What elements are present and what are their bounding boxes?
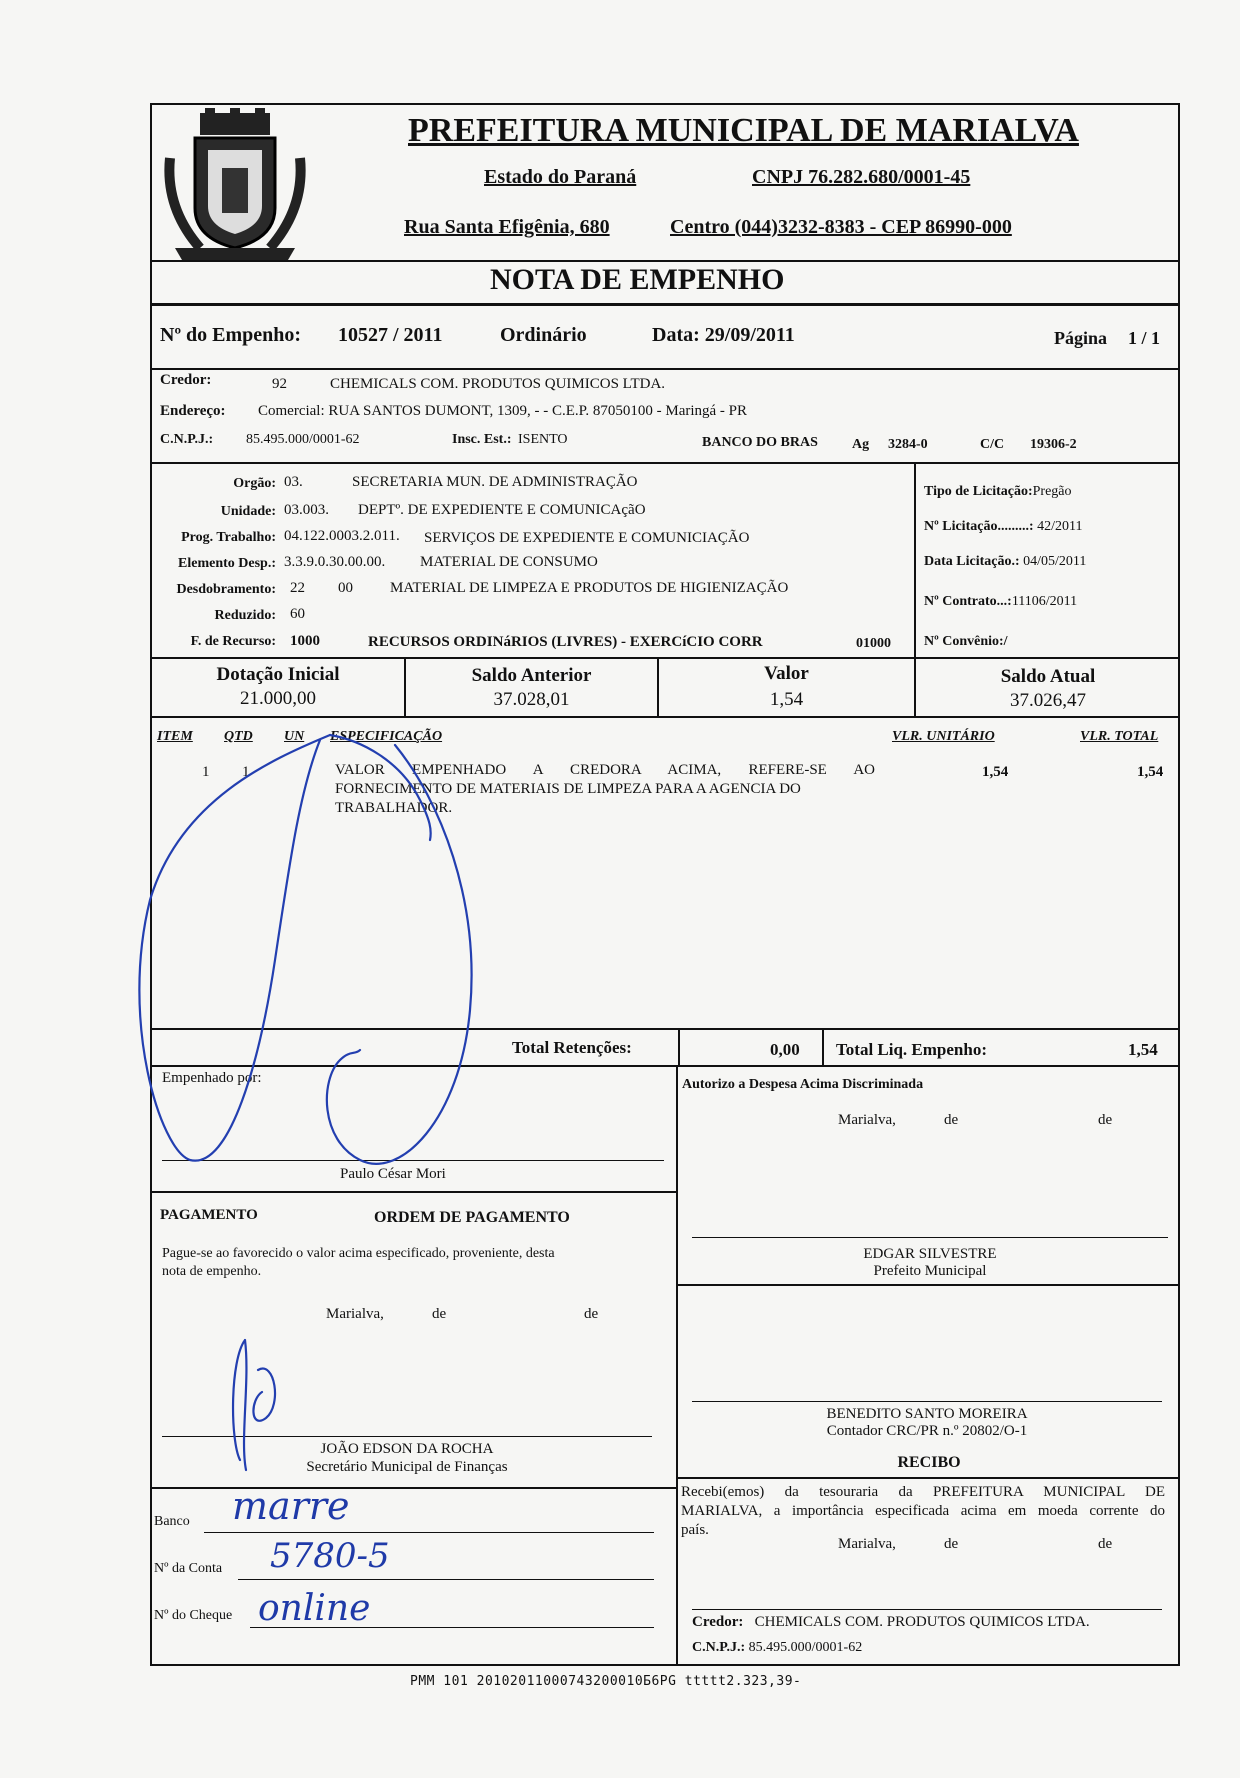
prog-code: 04.122.0003.2.011. [284, 528, 400, 544]
empenho-type: Ordinário [500, 324, 587, 346]
row-total: 1,54 [1137, 764, 1164, 780]
header-state: Estado do Paraná [484, 166, 637, 188]
fonte-code2: 01000 [856, 636, 891, 651]
banco-handwritten: marre [232, 1484, 350, 1528]
saldo-atual-value: 37.026,47 [1010, 690, 1086, 711]
empenhado-name: Paulo César Mori [340, 1166, 446, 1182]
row-qtd: 1 [242, 764, 250, 780]
unidade-code: 03.003. [284, 502, 329, 518]
licitacao-contrato: Nº Contrato...:11106/2011 [924, 594, 1078, 609]
row-spec-line2: FORNECIMENTO DE MATERIAIS DE LIMPEZA PARA A AGENCIA DO [335, 781, 801, 797]
autorizo-text: Autorizo a Despesa Acima Discriminada [682, 1077, 924, 1092]
recibo-text3: país. [681, 1522, 709, 1538]
footer-code: PMM 101 20102011000743200010Б6PG ttttt2.323,39- [410, 1674, 802, 1689]
insc-label: Insc. Est.: [452, 432, 512, 447]
fonte-name: RECURSOS ORDINáRIOS (LIVRES) - EXERCíCIO CORR [368, 634, 763, 650]
prefeito-name: EDGAR SILVESTRE [863, 1246, 997, 1262]
header-address: Rua Santa Efigênia, 680 [404, 216, 610, 238]
orgao-name: SECRETARIA MUN. DE ADMINISTRAÇÃO [352, 474, 638, 490]
pagamento-city: Marialva, [326, 1306, 384, 1322]
recibo-cnpj: C.N.P.J.: 85.495.000/0001-62 [692, 1640, 863, 1655]
cc-label: C/C [980, 437, 1005, 452]
desdob-label: Desdobramento: [176, 582, 276, 597]
page-label: Página [1054, 328, 1108, 348]
col-spec: ESPECIFICAÇÃO [330, 729, 443, 744]
ag-value: 3284-0 [888, 437, 928, 452]
recibo-city: Marialva, [838, 1536, 896, 1552]
saldo-anterior-label: Saldo Anterior [471, 665, 592, 686]
licitacao-convenio: Nº Convênio:/ [924, 634, 1008, 649]
col-total: VLR. TOTAL [1080, 729, 1159, 744]
orgao-code: 03. [284, 474, 303, 490]
fonte-code: 1000 [290, 633, 320, 649]
desdob-code1: 22 [290, 580, 305, 596]
licitacao-data: Data Licitação.: 04/05/2011 [924, 554, 1087, 569]
row-spec-line3: TRABALHADOR. [335, 800, 453, 816]
cc-value: 19306-2 [1030, 437, 1077, 452]
valor-value: 1,54 [769, 689, 804, 710]
empenho-number-label: Nº do Empenho: [160, 324, 302, 346]
col-unit: VLR. UNITÁRIO [892, 729, 995, 744]
contador-name: BENEDITO SANTO MOREIRA [826, 1406, 1028, 1422]
prefeito-role: Prefeito Municipal [873, 1263, 987, 1279]
retencoes-label: Total Retenções: [512, 1038, 632, 1057]
prog-label: Prog. Trabalho: [181, 530, 276, 545]
pagamento-text2: nota de empenho. [162, 1264, 262, 1279]
secretario-name: JOÃO EDSON DA ROCHA [320, 1441, 494, 1457]
row-unit: 1,54 [982, 764, 1009, 780]
valor-label: Valor [764, 663, 809, 684]
ordem-label: ORDEM DE PAGAMENTO [374, 1209, 570, 1226]
unidade-name: DEPTº. DE EXPEDIENTE E COMUNICAçãO [358, 502, 646, 518]
liq-value: 1,54 [1128, 1040, 1158, 1059]
header-title: PREFEITURA MUNICIPAL DE MARIALVA [408, 112, 1079, 149]
empenhado-label: Empenhado por: [162, 1070, 262, 1086]
autorizo-de1: de [944, 1112, 959, 1128]
ag-label: Ag [852, 437, 870, 452]
saldo-anterior-value: 37.028,01 [493, 689, 570, 710]
pagamento-de1: de [432, 1306, 447, 1322]
doc-title: NOTA DE EMPENHO [490, 263, 785, 296]
elem-label: Elemento Desp.: [178, 556, 276, 571]
prog-name: SERVIÇOS DE EXPEDIENTE E COMUNICIAÇÃO [424, 530, 750, 546]
unidade-label: Unidade: [220, 504, 276, 519]
row-spec-line1: VALOR EMPENHADO A CREDORA ACIMA, REFERE-SE AO [335, 762, 875, 778]
conta-handwritten: 5780-5 [270, 1536, 390, 1576]
address-label: Endereço: [160, 403, 226, 419]
licitacao-tipo: Tipo de Licitação:Pregão [924, 484, 1072, 499]
orgao-label: Orgão: [233, 476, 276, 491]
elem-name: MATERIAL DE CONSUMO [420, 554, 598, 570]
recibo-de2: de [1098, 1536, 1113, 1552]
fonte-label: F. de Recurso: [190, 634, 276, 649]
retencoes-value: 0,00 [770, 1040, 800, 1059]
page-number: 1 / 1 [1128, 328, 1161, 348]
dotacao-label: Dotação Inicial [216, 664, 340, 685]
reduzido-label: Reduzido: [214, 608, 276, 623]
credor-label: Credor: [160, 372, 212, 388]
licitacao-num: Nº Licitação.........: 42/2011 [924, 519, 1083, 534]
recibo-text2: MARIALVA, a importância especificada acima em moeda corrente do [681, 1503, 1165, 1519]
bank-name: BANCO DO BRAS [702, 435, 818, 450]
col-qtd: QTD [224, 729, 253, 744]
banco-label: Banco [154, 1514, 190, 1529]
secretario-role: Secretário Municipal de Finanças [306, 1459, 508, 1475]
contador-role: Contador CRC/PR n.º 20802/O-1 [826, 1423, 1028, 1439]
desdob-name: MATERIAL DE LIMPEZA E PRODUTOS DE HIGIENIZAÇÃO [390, 580, 789, 596]
pagamento-label: PAGAMENTO [160, 1207, 258, 1223]
credor-code: 92 [272, 376, 287, 392]
liq-label: Total Liq. Empenho: [836, 1040, 987, 1059]
col-item: ITEM [157, 729, 193, 744]
credor-address: Comercial: RUA SANTOS DUMONT, 1309, - - C.E.P. 87050100 - Maringá - PR [258, 403, 748, 419]
insc-value: ISENTO [518, 432, 568, 447]
header-cnpj: CNPJ 76.282.680/0001-45 [752, 166, 971, 188]
empenho-number: 10527 / 2011 [338, 324, 443, 346]
conta-label: Nº da Conta [154, 1561, 223, 1576]
credor-cnpj: 85.495.000/0001-62 [246, 432, 360, 447]
credor-name: CHEMICALS COM. PRODUTOS QUIMICOS LTDA. [330, 376, 666, 392]
desdob-code2: 00 [338, 580, 353, 596]
cheque-label: Nº do Cheque [154, 1608, 233, 1623]
row-item: 1 [202, 764, 210, 780]
recibo-text1: Recebi(emos) da tesouraria da PREFEITURA MUNICIPAL DE [681, 1484, 1165, 1500]
empenho-date: Data: 29/09/2011 [652, 324, 795, 346]
elem-code: 3.3.9.0.30.00.00. [284, 554, 386, 570]
pagamento-de2: de [584, 1306, 599, 1322]
pagamento-text1: Pague-se ao favorecido o valor acima especificado, proveniente, desta [162, 1246, 555, 1261]
recibo-title: RECIBO [897, 1454, 961, 1471]
col-un: UN [284, 729, 305, 744]
cnpj-label: C.N.P.J.: [160, 432, 214, 447]
dotacao-value: 21.000,00 [240, 688, 316, 709]
recibo-credor: Credor: CHEMICALS COM. PRODUTOS QUIMICOS LTDA. [692, 1614, 1090, 1630]
saldo-atual-label: Saldo Atual [1000, 666, 1096, 687]
cheque-handwritten: online [258, 1588, 371, 1629]
autorizo-de2: de [1098, 1112, 1113, 1128]
autorizo-city: Marialva, [838, 1112, 896, 1128]
recibo-de1: de [944, 1536, 959, 1552]
header-address-rest: Centro (044)3232-8383 - CEP 86990-000 [670, 216, 1012, 238]
reduzido-value: 60 [290, 606, 305, 622]
